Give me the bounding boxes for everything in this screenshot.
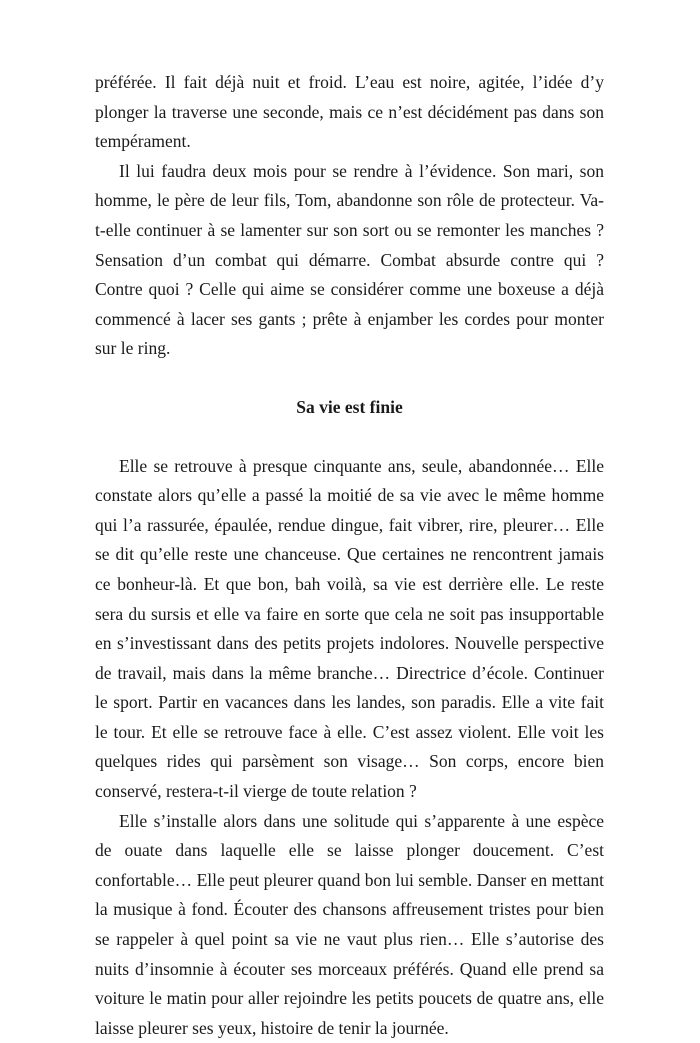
paragraph-continuation: préférée. Il fait déjà nuit et froid. L’eau est noire, agitée, l’idée d’y plonger la traverse une seconde, mais ce n’est décidément pas dans son tempérament. (95, 72, 604, 152)
paragraph: Il lui faudra deux mois pour se rendre à l’évidence. Son mari, son homme, le père de leur fils, Tom, abandonne son rôle de protecteur. Va-t-elle continuer à se lamenter sur son sort ou se remonter les manches ? Sensation d’un combat qui démarre. Combat absurde contre qui ? Contre quoi ? Celle qui aime se considérer comme une boxeuse a déjà commencé à lacer ses gants ; prête à enjamber les cordes pour monter sur le ring. (95, 160, 604, 359)
paragraph: Elle se retrouve à presque cinquante ans, seule, abandonnée… Elle constate alors qu’elle a passé la moitié de sa vie avec le même homme qui l’a rassurée, épaulée, rendue dingue, fait vibrer, rire, pleurer… Elle se dit qu’elle reste une chanceuse. Que certaines ne rencontrent jamais ce bonheur-là. Et que bon, bah voilà, sa vie est derrière elle. Le reste sera du sursis et elle va faire en sorte que cela ne soit pas insupportable en s’investissant dans des petits projets indolores. Nouvelle perspective de travail, mais dans la même branche… Directrice d’école. Continuer le sport. Partir en vacances dans les landes, son paradis. Elle a vite fait le tour. Et elle se retrouve face à elle. C’est assez violent. Elle voit les quelques rides qui parsèment son visage… Son corps, encore bien conservé, restera-t-il vierge de toute relation ? (95, 455, 604, 802)
paragraph: Elle s’installe alors dans une solitude qui s’apparente à une espèce de ouate dans laquelle elle se laisse plonger doucement. C’est confortable… Elle peut pleurer quand bon lui semble. Danser en mettant la musique à fond. Écouter des chansons affreusement tristes pour bien se rappeler à quel point sa vie ne vaut plus rien… Elle s’autorise des nuits d’insomnie à écouter ses morceaux préférés. Quand elle prend sa voiture le matin pour aller rejoindre les petits poucets de quatre ans, elle laisse pleurer ses yeux, histoire de tenir la journée. (95, 810, 604, 1038)
section-title: Sa vie est finie (296, 396, 403, 417)
book-page (95, 68, 604, 1043)
